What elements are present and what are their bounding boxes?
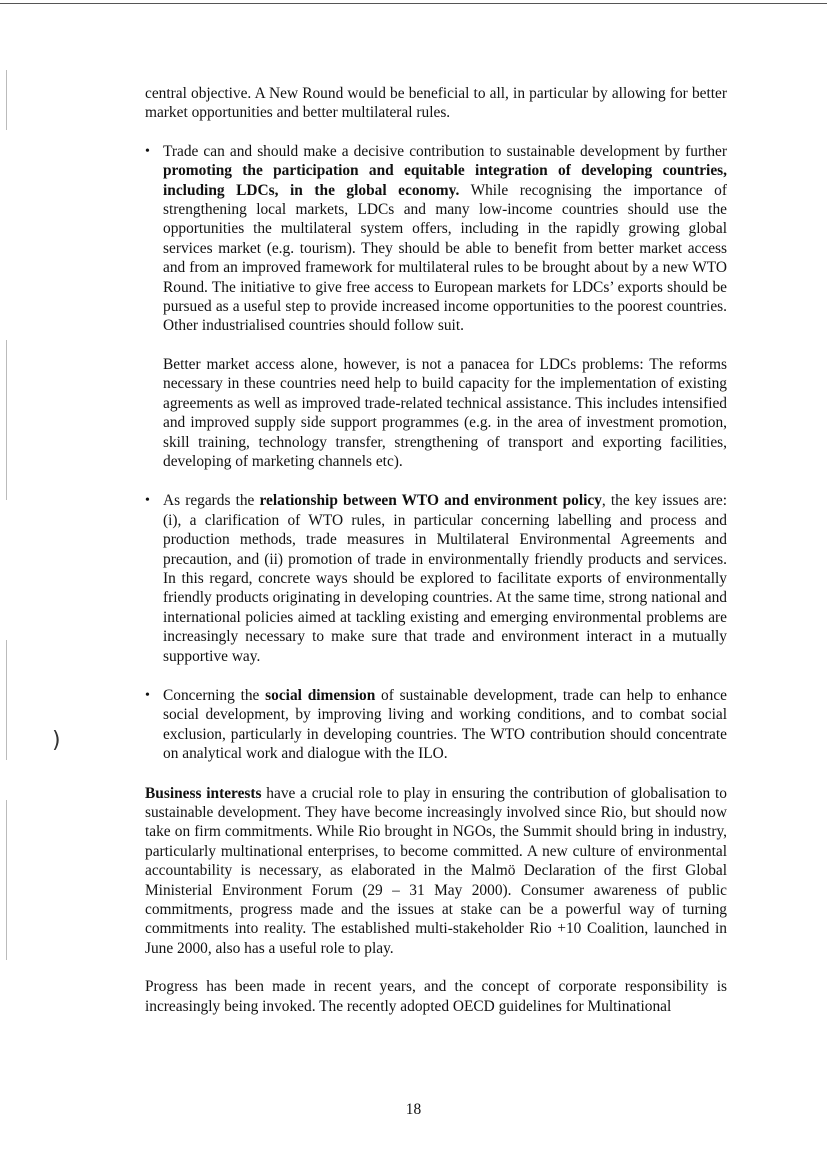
scan-artifact-line: [6, 340, 7, 500]
scan-artifact-line: [6, 70, 7, 130]
document-page: [145, 84, 727, 1016]
bullet-paragraph: [163, 686, 727, 764]
bullet-wto-environment: [145, 491, 727, 666]
text-run: have a crucial role to play in ensuring the contribution of globalisation to sustainable development. They have become increasingly involved since Rio, but should now take on firm commitments. While Rio brought in NGOs, the Summit should bring in industry, particularly multinational enterprises, to become committed. A new culture of environmental accountability is necessary, as elaborated in the Malmö Declaration of the first Global Ministerial Environment Forum (29 – 31 May 2000). Consumer awareness of public commitments, progress made and the issues at stake can be a powerful way of turning commitments into reality. The established multi-stakeholder Rio +10 Coalition, launched in June 2000, also has a useful role to play.: [145, 784, 727, 957]
bullet-paragraph: [163, 142, 727, 336]
bullet-trade-development: [145, 142, 727, 472]
intro-paragraph: central objective. A New Round would be beneficial to all, in particular by allowing for better market opportunities and better multilateral rules.: [145, 85, 727, 122]
text-run: Trade can and should make a decisive contribution to sustainable development by further: [163, 142, 727, 160]
text-run: While recognising the importance of strengthening local markets, LDCs and many low-income countries should use the opportunities the multilateral system offers, including in the rapidly growing global services market (e.g. tourism). They should be able to benefit from better market access and from an improved framework for multilateral rules to be brought about by a new WTO Round. The initiative to give free access to European markets for LDCs’ exports should be pursued as a useful step to provide increased income opportunities to the poorest countries. Other industrialised countries should follow suit.: [163, 181, 727, 335]
bold-text: relationship between WTO and environment policy: [259, 492, 602, 510]
top-border-line: [0, 3, 827, 4]
bullet-paragraph: Better market access alone, however, is not a panacea for LDCs problems: The reforms necessary in these countries need help to build capacity for the implementation of existing agreements as well as improved trade-related technical assistance. This includes intensified and improved supply side support programmes (e.g. in the area of investment promotion, skill training, technology transfer, strengthening of transport and exporting facilities, developing of marketing channels etc).: [163, 355, 727, 470]
text-run: As regards the: [163, 492, 260, 510]
scan-artifact-line: [6, 800, 7, 960]
bold-text: social dimension: [265, 686, 376, 704]
bullet-list: [145, 142, 727, 764]
margin-mark: ): [52, 728, 61, 753]
text-run: Concerning the: [163, 686, 266, 704]
bullet-paragraph: [163, 491, 727, 666]
bullet-social-dimension: [145, 686, 727, 764]
page-number: 18: [405, 1101, 422, 1118]
progress-paragraph: Progress has been made in recent years, and the concept of corporate responsibility is increasingly being invoked. The recently adopted OECD guidelines for Multinational: [145, 978, 727, 1015]
text-run: , the key issues are: (i), a clarification of WTO rules, in particular concerning labelling and process and production methods, trade measures in Multilateral Environmental Agreements and precaution, and (ii) promotion of trade in environmentally friendly products and services. In this regard, concrete ways should be explored to facilitate exports of environmentally friendly products originating in developing countries. At the same time, strong national and international policies aimed at tackling existing and emerging environmental problems are increasingly necessary to make sure that trade and environment interact in a mutually supportive way.: [163, 492, 727, 665]
bold-text: Business interests: [145, 784, 262, 802]
scan-artifact-line: [6, 640, 7, 760]
business-paragraph: [145, 784, 727, 959]
bold-text: promoting the participation and equitable integration of developing countries, including LDCs, in the global economy.: [163, 162, 727, 199]
text-run: of sustainable development, trade can help to enhance social development, by improving living and working conditions, and to combat social exclusion, particularly in developing countries. The WTO contribution should concentrate on analytical work and dialogue with the ILO.: [163, 686, 727, 763]
